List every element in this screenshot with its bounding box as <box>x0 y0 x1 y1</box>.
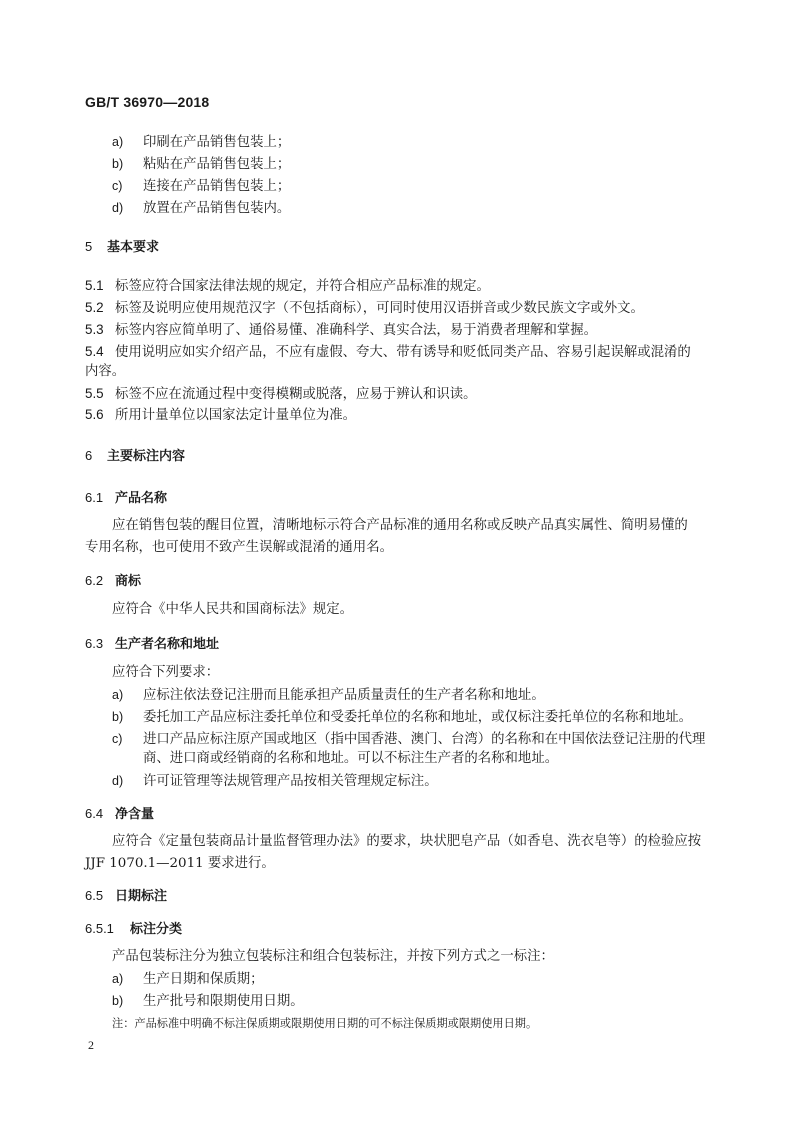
subsection-title: 产品名称 <box>115 491 168 506</box>
section-number: 5 <box>85 239 93 254</box>
paragraph: 产品包装标注分为独立包装标注和组合包装标注，并按下列方式之一标注： <box>112 949 554 964</box>
list-item <box>112 990 304 1013</box>
section-title: 主要标注内容 <box>107 449 186 464</box>
list-label: d) <box>112 774 124 788</box>
subsection-title: 净含量 <box>115 807 155 822</box>
clause-5-4 <box>85 341 691 364</box>
list-text: 生产批号和限期使用日期。 <box>143 994 304 1009</box>
list-label: c) <box>112 179 123 193</box>
subsection-title: 标注分类 <box>130 922 183 937</box>
section-5-heading <box>85 236 159 255</box>
clause-text: 标签不应在流通过程中变得模糊或脱落，应易于辨认和识读。 <box>115 387 477 402</box>
section-6-heading <box>85 445 185 464</box>
clause-5-4-continuation: 内容。 <box>85 364 126 379</box>
list-item <box>112 770 438 793</box>
clause-5-3 <box>85 319 597 342</box>
subsection-number: 6.1 <box>85 490 104 505</box>
list-text: 许可证管理等法规管理产品按相关管理规定标注。 <box>143 774 438 789</box>
list-label: d) <box>112 201 124 215</box>
section-number: 6 <box>85 448 93 463</box>
list-item <box>112 197 290 220</box>
clause-number: 5.4 <box>85 344 104 359</box>
list-item <box>112 153 290 176</box>
subsection-number: 6.2 <box>85 573 104 588</box>
subsection-6-4-heading <box>85 803 154 822</box>
subsection-6-5-1-heading <box>85 918 182 937</box>
subsection-title: 日期标注 <box>115 889 168 904</box>
list-text: 连接在产品销售包装上； <box>143 179 291 194</box>
clause-number: 5.6 <box>85 407 104 422</box>
list-label: a) <box>112 972 124 986</box>
list-label: b) <box>112 157 124 171</box>
clause-5-1 <box>85 275 490 298</box>
note: 注：产品标准中明确不标注保质期或限期使用日期的可不标注保质期或限期使用日期。 <box>112 1017 538 1030</box>
paragraph-continuation: JJF 1070.1—2011 要求进行。 <box>85 856 275 871</box>
clause-text: 标签内容应简单明了、通俗易懂、准确科学、真实合法，易于消费者理解和掌握。 <box>115 323 598 338</box>
clause-number: 5.1 <box>85 278 104 293</box>
clause-text: 使用说明应如实介绍产品，不应有虚假、夸大、带有诱导和贬低同类产品、容易引起误解或混淆的 <box>115 345 691 360</box>
subsection-number: 6.5.1 <box>85 921 114 936</box>
clause-text: 所用计量单位以国家法定计量单位为准。 <box>115 408 357 423</box>
subsection-title: 生产者名称和地址 <box>115 637 220 652</box>
list-text: 生产日期和保质期； <box>143 972 264 987</box>
list-label: a) <box>112 688 124 702</box>
clause-number: 5.3 <box>85 322 104 337</box>
paragraph: 应符合《定量包装商品计量监督管理办法》的要求，块状肥皂产品（如香皂、洗衣皂等）的检验应按 <box>112 834 702 849</box>
clause-number: 5.2 <box>85 300 104 315</box>
list-text: 粘贴在产品销售包装上； <box>143 157 291 172</box>
clause-text: 标签及说明应使用规范汉字（不包括商标），可同时使用汉语拼音或少数民族文字或外文。 <box>115 301 644 316</box>
list-label: b) <box>112 710 124 724</box>
list-item <box>112 684 545 707</box>
list-label: a) <box>112 135 124 149</box>
paragraph-continuation: 专用名称，也可使用不致产生误解或混淆的通用名。 <box>85 540 393 555</box>
subsection-6-2-heading <box>85 570 141 589</box>
clause-5-2 <box>85 297 644 320</box>
list-text: 进口产品应标注原产国或地区（指中国香港、澳门、台湾）的名称和在中国依法登记注册的代理 <box>143 732 706 747</box>
list-text: 印刷在产品销售包装上； <box>143 135 291 150</box>
paragraph: 应在销售包装的醒目位置，清晰地标示符合产品标准的通用名称或反映产品真实属性、简明易懂的 <box>112 518 688 533</box>
list-text: 应标注依法登记注册而且能承担产品质量责任的生产者名称和地址。 <box>143 688 545 703</box>
subsection-6-1-heading <box>85 487 167 506</box>
clause-5-6 <box>85 404 356 427</box>
list-text: 委托加工产品应标注委托单位和受委托单位的名称和地址，或仅标注委托单位的名称和地址。 <box>143 710 693 725</box>
subsection-6-3-heading <box>85 633 219 652</box>
subsection-title: 商标 <box>115 574 142 589</box>
list-item <box>112 175 290 198</box>
section-title: 基本要求 <box>107 240 160 255</box>
list-item <box>112 131 290 154</box>
subsection-number: 6.3 <box>85 636 104 651</box>
paragraph: 应符合《中华人民共和国商标法》规定。 <box>112 602 354 617</box>
list-label: c) <box>112 732 123 746</box>
subsection-6-5-heading <box>85 885 167 904</box>
standard-header: GB/T 36970—2018 <box>85 94 210 110</box>
clause-5-5 <box>85 383 477 406</box>
list-label: b) <box>112 994 124 1008</box>
list-text: 放置在产品销售包装内。 <box>143 201 291 216</box>
list-item <box>112 968 264 991</box>
clause-number: 5.5 <box>85 386 104 401</box>
subsection-number: 6.5 <box>85 888 104 903</box>
page-number: 2 <box>88 1038 94 1052</box>
list-item <box>112 706 692 729</box>
list-item-continuation: 商、进口商或经销商的名称和地址。可以不标注生产者的名称和地址。 <box>143 751 559 766</box>
subsection-number: 6.4 <box>85 806 104 821</box>
clause-text: 标签应符合国家法律法规的规定，并符合相应产品标准的规定。 <box>115 279 490 294</box>
paragraph: 应符合下列要求： <box>112 665 220 680</box>
